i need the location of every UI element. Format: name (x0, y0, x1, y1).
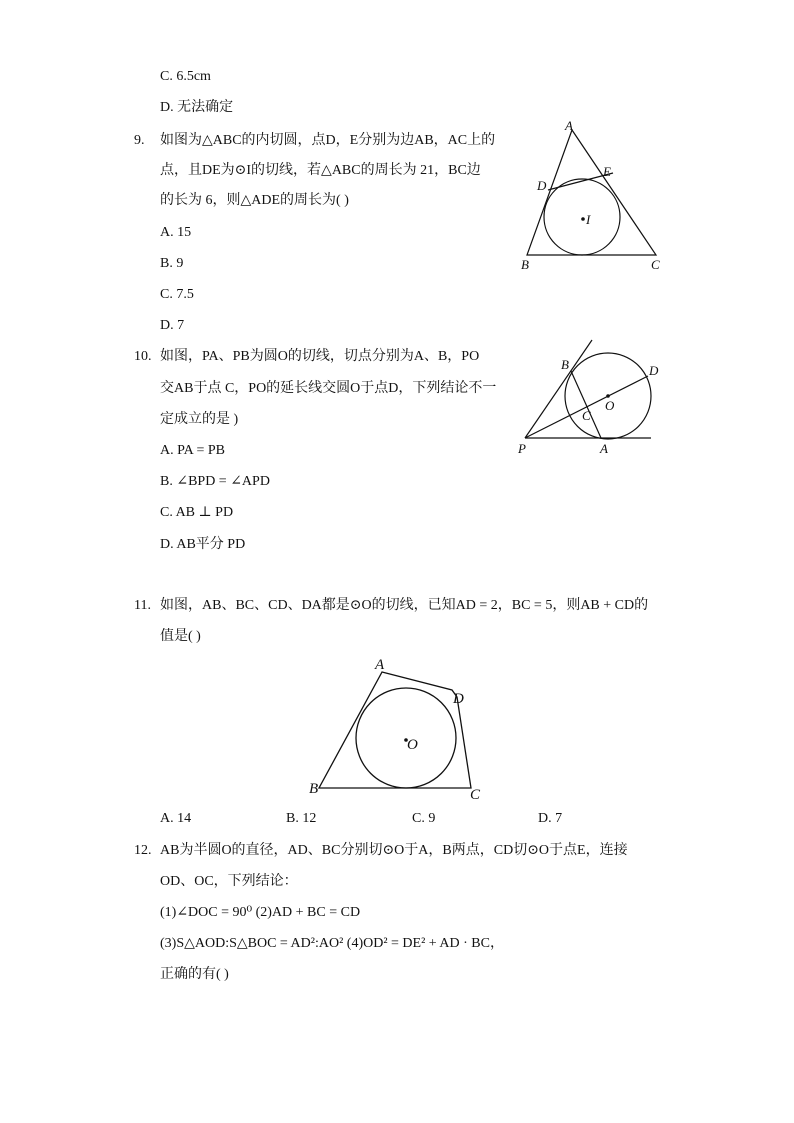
label-c: C (651, 257, 660, 272)
label-p: P (518, 441, 526, 456)
question-10-line-1: 如图，PA、PB为圆O的切线，切点分别为A、B，PO (160, 349, 480, 364)
question-9-line-2: 点，且DE为⊙I的切线，若△ABC的周长为 21，BC边 (160, 163, 481, 178)
label-b: B (521, 257, 529, 272)
label-d: D (537, 178, 547, 193)
question-11-option-d: D. 7 (538, 811, 563, 826)
question-11-option-b: B. 12 (286, 811, 317, 826)
label-d: D (649, 363, 659, 378)
question-9-line-3: 的长为 6，则△ADE的周长为( ) (160, 193, 349, 208)
question-12-line-2: OD、OC，下列结论： (160, 874, 298, 889)
question-11-number: 11. (134, 598, 151, 613)
label-a: A (600, 441, 608, 456)
question-9-option-c: C. 7.5 (160, 287, 194, 302)
question-10-line-2: 交AB于点 C，PO的延长线交圆O于点D，下列结论不一 (160, 381, 497, 396)
question-11-line-2: 值是( ) (160, 629, 201, 644)
label-o: O (407, 737, 418, 753)
chord-ab (571, 371, 601, 438)
question-11-line-1: 如图，AB、BC、CD、DA都是⊙O的切线，已知AD = 2，BC = 5，则AB + CD的 (160, 598, 649, 613)
question-11-option-c: C. 9 (412, 811, 436, 826)
question-9-option-b: B. 9 (160, 256, 184, 271)
label-a: A (375, 657, 385, 673)
question-12-line-3: (1)∠DOC = 90⁰ (2)AD + BC = CD (160, 905, 361, 920)
question-12-line-4: (3)S△AOD:S△BOC = AD²:AO² (4)OD² = DE² + AD · BC， (160, 936, 504, 951)
question-12-line-1: AB为半圆O的直径，AD、BC分别切⊙O于A，B两点，CD切⊙O于点E，连接 (160, 843, 628, 858)
label-c: C (470, 787, 481, 803)
question-10-option-d: D. AB平分 PD (160, 537, 246, 552)
question-10-number: 10. (134, 349, 152, 364)
question-10-option-c: C. AB ⊥ PD (160, 505, 234, 520)
question-11-figure (300, 652, 500, 807)
label-d: D (453, 691, 464, 707)
label-i: I (586, 212, 591, 227)
question-9-option-d: D. 7 (160, 318, 185, 333)
label-e: E (603, 164, 611, 179)
label-c: C (582, 408, 591, 423)
prev-option-c: C. 6.5cm (160, 69, 211, 84)
question-9-option-a: A. 15 (160, 225, 192, 240)
label-a: A (565, 118, 573, 133)
center-point-i (581, 217, 585, 221)
tangent-pb (525, 340, 592, 438)
question-12-number: 12. (134, 843, 152, 858)
label-b: B (561, 357, 569, 372)
question-10-option-b: B. ∠BPD = ∠APD (160, 474, 270, 489)
question-9-line-1: 如图为△ABC的内切圆，点D，E分别为边AB，AC上的 (160, 133, 496, 148)
question-11-option-a: A. 14 (160, 811, 192, 826)
question-9-number: 9. (134, 133, 145, 148)
question-10-option-a: A. PA = PB (160, 443, 225, 458)
question-12-line-5: 正确的有( ) (160, 967, 229, 982)
question-9-figure (515, 118, 670, 278)
incircle-i (544, 179, 620, 255)
question-10-figure (515, 338, 665, 458)
prev-option-d: D. 无法确定 (160, 100, 234, 115)
label-b: B (309, 781, 319, 797)
question-10-line-3: 定成立的是 ) (160, 412, 239, 427)
label-o: O (605, 398, 615, 413)
circle-o (356, 688, 456, 788)
